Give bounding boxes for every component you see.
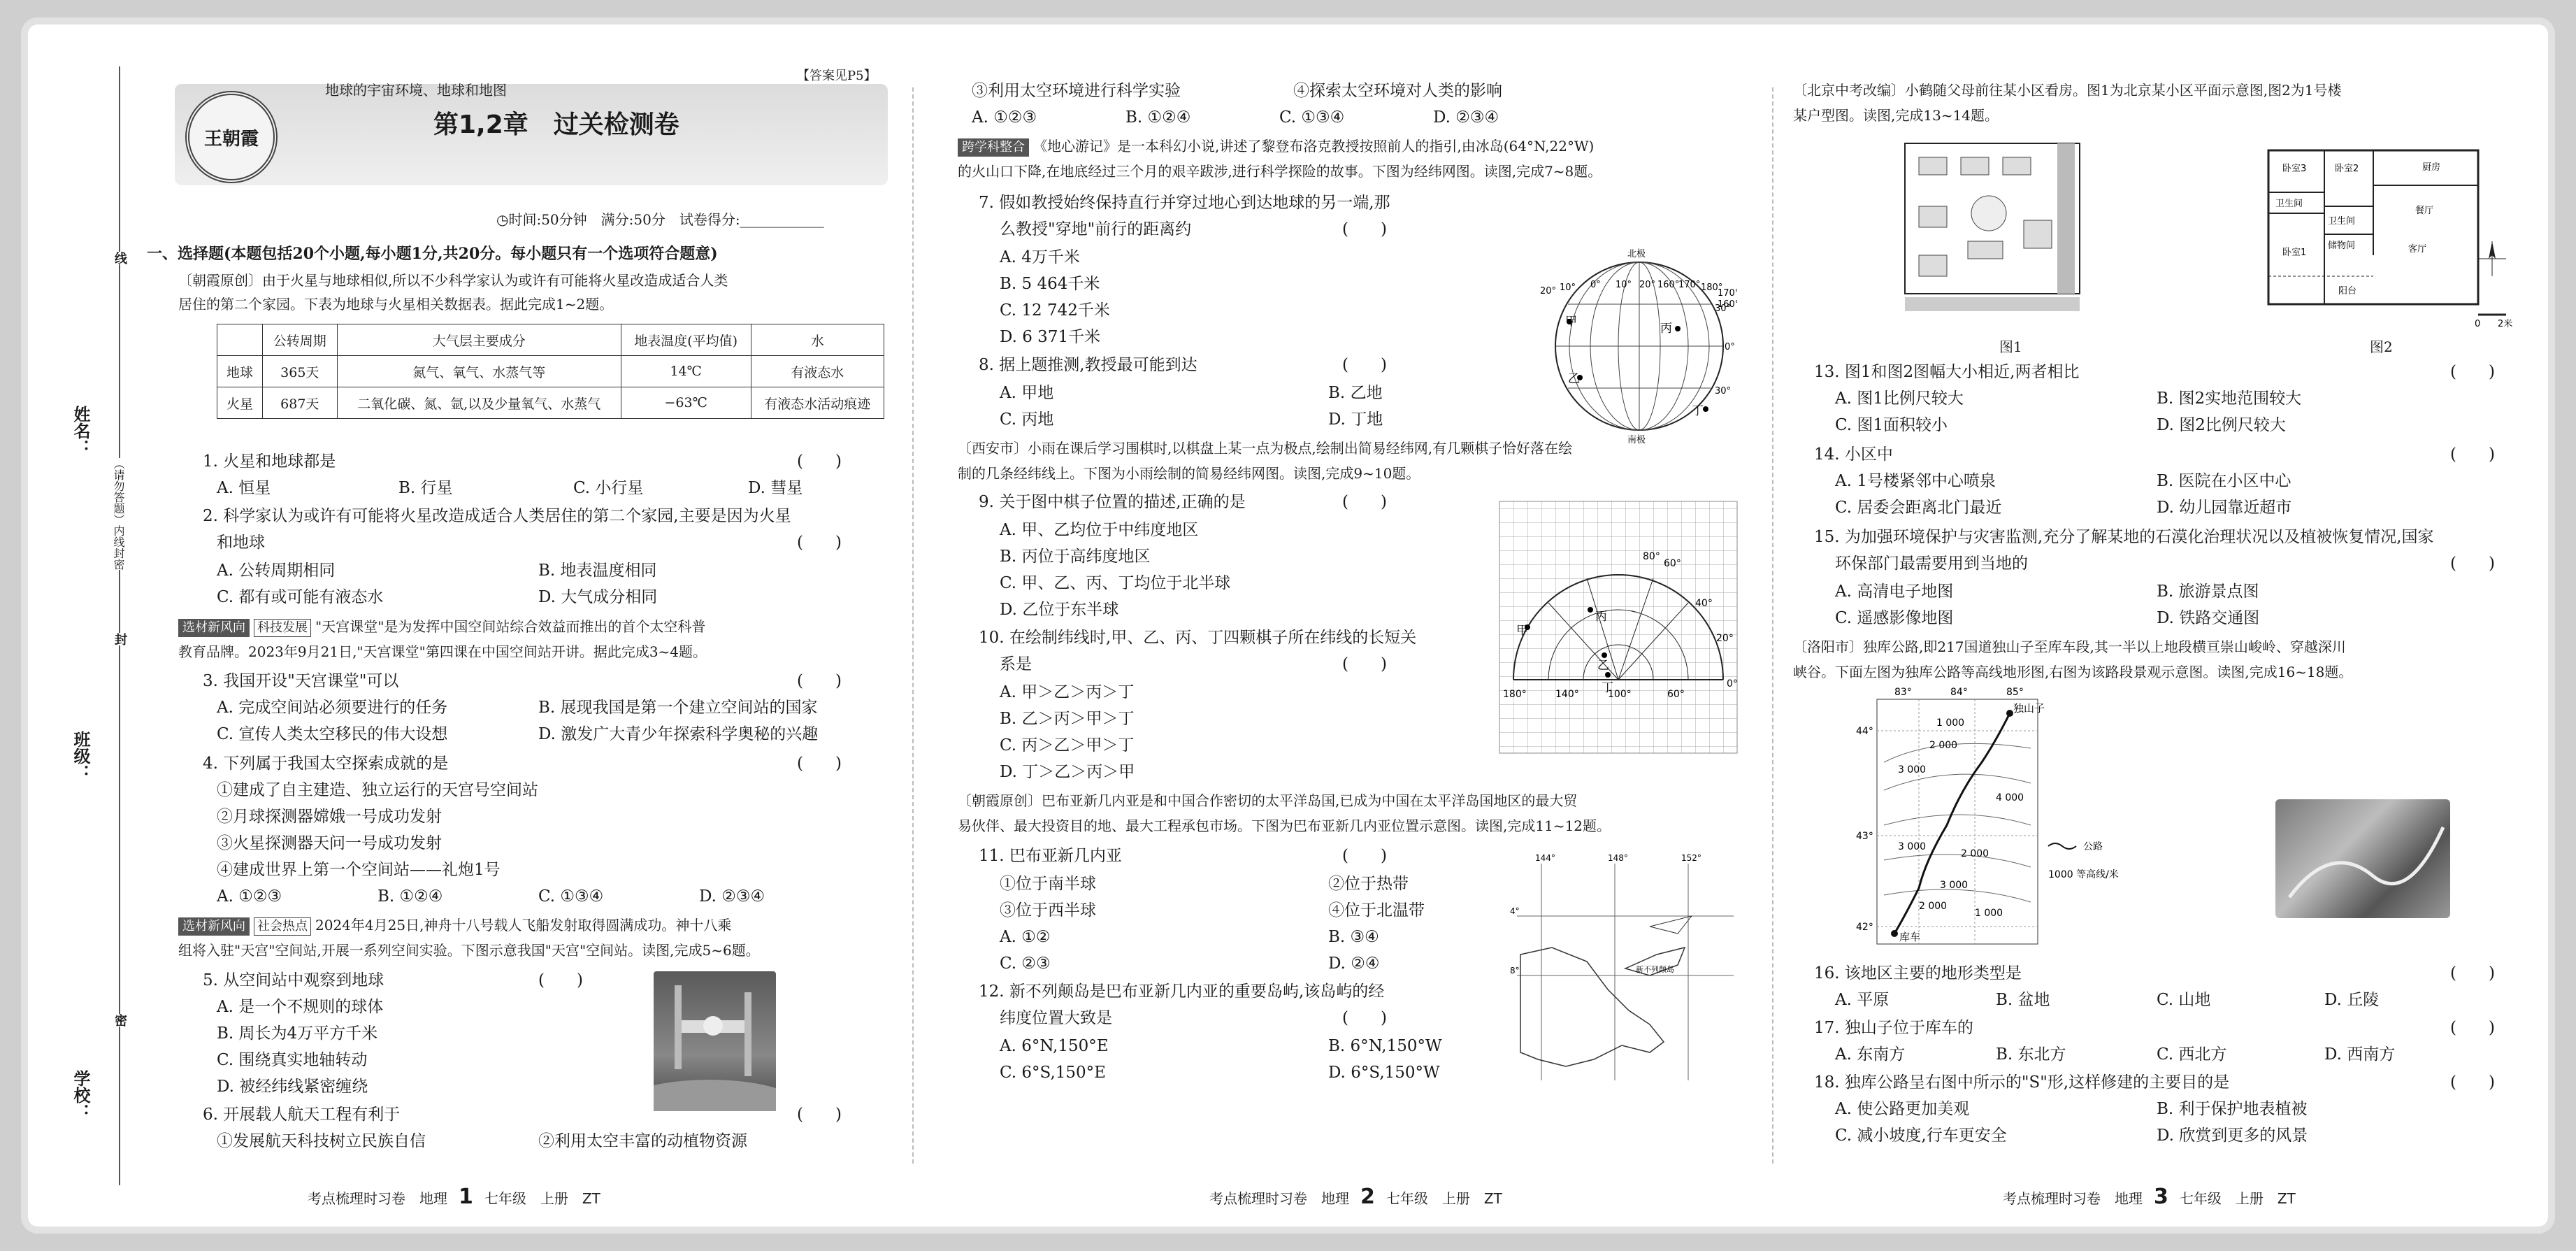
earth-mars-table: 公转周期 大气层主要成分 地表温度(平均值) 水 地球 365天 氮气、氧气、水蒸气等 14℃ 有液态水 火星 687天 二氧化碳、氮、氩,以及少量氧气、水蒸气 −63℃ 有液态水活动痕迹 xyxy=(217,324,884,419)
room-label: 餐厅 xyxy=(2415,206,2434,216)
answer-bracket[interactable]: ( ) xyxy=(538,971,583,989)
option[interactable]: D. 西南方 xyxy=(2324,1045,2396,1064)
intro-text: 〔朝霞原创〕由于火星与地球相似,所以不少科学家认为或许有可能将火星改造成适合人类 xyxy=(178,272,728,289)
question-3: 3. 我国开设"天宫课堂"可以 xyxy=(203,672,399,690)
contour-label: 2 000 xyxy=(1929,740,1958,751)
globe-label: 20° xyxy=(1639,280,1656,290)
graticule-label: 40° xyxy=(1695,598,1713,609)
answer-bracket[interactable]: ( ) xyxy=(1342,356,1387,374)
globe-label: 180° xyxy=(1701,283,1723,293)
option[interactable]: B. ③④ xyxy=(1328,928,1379,946)
contour-label: 2 000 xyxy=(1919,901,1948,912)
option[interactable]: A. 甲地 xyxy=(1000,384,1054,402)
statement: ③火星探测器天问一号成功发射 xyxy=(217,834,442,852)
option[interactable]: D. 6 371千米 xyxy=(1000,328,1101,346)
option[interactable]: C. 甲、乙、丙、丁均位于北半球 xyxy=(1000,574,1231,592)
option[interactable]: C. 都有或可能有液态水 xyxy=(217,588,384,606)
question-12-cont: 纬度位置大致是 xyxy=(1000,1009,1112,1027)
graticule-point: 甲 xyxy=(1516,624,1528,638)
question-12: 12. 新不列颠岛是巴布亚新几内亚的重要岛屿,该岛屿的经 xyxy=(979,982,1385,1001)
option[interactable]: A. 使公路更加美观 xyxy=(1835,1100,1970,1118)
brand-logo: 王朝霞 xyxy=(185,91,278,183)
intro-text: 选材新风向 社会热点 2024年4月25日,神舟十八号载人飞船发射取得圆满成功。神十八乘 xyxy=(178,914,731,936)
answer-ref: 【答案见P5】 xyxy=(797,69,877,83)
statement: ③位于西半球 xyxy=(1000,901,1096,920)
statement: ①发展航天科技树立民族自信 xyxy=(217,1132,426,1150)
room-label: 储物间 xyxy=(2328,241,2356,251)
contour-label: 3 000 xyxy=(1898,841,1927,852)
option[interactable]: A. 甲、乙均位于中纬度地区 xyxy=(1000,521,1199,539)
intro-text: 〔西安市〕小雨在课后学习围棋时,以棋盘上某一点为极点,绘制出简易经纬网,有几颗棋子恰好落在绘 xyxy=(958,440,1573,457)
question-7: 7. 假如教授始终保持直行并穿过地心到达地球的另一端,那 xyxy=(979,194,1390,212)
graticule-point: 乙 xyxy=(1597,659,1609,673)
option[interactable]: A. 1号楼紧邻中心喷泉 xyxy=(1835,472,1996,490)
page-3 xyxy=(1793,24,2527,1227)
map-label: 43° xyxy=(1856,831,1873,842)
option[interactable]: C. 图1面积较小 xyxy=(1835,416,1948,434)
road-landscape-photo xyxy=(2275,799,2450,918)
contour-label: 3 000 xyxy=(1940,880,1969,891)
question-10-cont: 系是 xyxy=(1000,655,1032,673)
globe-label: 10° xyxy=(1616,280,1632,290)
map-label: 44° xyxy=(1856,726,1873,737)
answer-bracket[interactable]: ( ) xyxy=(797,452,842,471)
neighborhood-plan-map xyxy=(1898,136,2094,332)
answer-bracket[interactable]: ( ) xyxy=(2450,964,2495,982)
graticule-label: 180° xyxy=(1503,689,1527,700)
option[interactable]: C. ②③ xyxy=(1000,955,1051,973)
option[interactable]: A. ①② xyxy=(1000,928,1051,946)
question-2-cont: 和地球 xyxy=(217,534,265,552)
option[interactable]: D. 丁＞乙＞丙＞甲 xyxy=(1000,763,1135,781)
intro-text: 选材新风向 科技发展 "天宫课堂"是为发挥中国空间站综合效益而推出的首个太空科普 xyxy=(178,615,705,638)
intro-text: 教育品牌。2023年9月21日,"天宫课堂"第四课在中国空间站开讲。据此完成3~4题。 xyxy=(178,643,707,660)
option[interactable]: C. 6°S,150°E xyxy=(1000,1064,1106,1082)
figure-caption: 图1 xyxy=(1999,338,2022,355)
option[interactable]: D. ②③④ xyxy=(1433,108,1499,127)
question-9: 9. 关于图中棋子位置的描述,正确的是 xyxy=(979,493,1246,511)
option[interactable]: C. ①③④ xyxy=(538,887,604,906)
option[interactable]: B. 东北方 xyxy=(1996,1045,2066,1064)
question-2: 2. 科学家认为或许有可能将火星改造成适合人类居住的第二个家园,主要是因为火星 xyxy=(203,507,791,525)
no-answer-note: （请勿答题）内线封密 xyxy=(112,458,125,570)
globe-point: 乙 xyxy=(1568,372,1580,386)
statement: ③利用太空环境进行科学实验 xyxy=(972,82,1181,100)
graticule-point: 丁 xyxy=(1602,681,1613,695)
option[interactable]: D. 铁路交通图 xyxy=(2157,609,2260,627)
option[interactable]: B. 5 464千米 xyxy=(1000,275,1100,293)
question-8: 8. 据上题推测,教授最可能到达 xyxy=(979,356,1197,374)
option[interactable]: C. 丙地 xyxy=(1000,410,1054,429)
option[interactable]: D. 幼儿园靠近超市 xyxy=(2157,499,2292,517)
room-label: 卫生间 xyxy=(2328,216,2356,227)
statement: ②月球探测器嫦娥一号成功发射 xyxy=(217,808,442,826)
question-15: 15. 为加强环境保护与灾害监测,充分了解某地的石漠化治理状况以及植被恢复情况,国家 xyxy=(1814,528,2434,546)
question-16: 16. 该地区主要的地形类型是 xyxy=(1814,964,2022,982)
globe-label: 南极 xyxy=(1627,435,1646,444)
footer: 考点梳理时习卷 地理 3 七年级 上册 ZT xyxy=(2003,1185,2296,1209)
option[interactable]: D. 欣赏到更多的风景 xyxy=(2157,1127,2308,1145)
answer-bracket[interactable]: ( ) xyxy=(2450,363,2495,381)
map-label: 独山子 xyxy=(2013,702,2045,715)
section-heading: 一、选择题(本题包括20个小题,每小题1分,共20分。每小题只有一个选项符合题意) xyxy=(147,245,718,263)
school-label: 学校： xyxy=(71,1070,90,1120)
globe-point: 甲 xyxy=(1565,315,1577,329)
globe-label: 170 xyxy=(1718,288,1735,299)
option[interactable]: B. 6°N,150°W xyxy=(1328,1037,1442,1055)
option[interactable]: A. 恒星 xyxy=(217,479,271,497)
class-label: 班级： xyxy=(71,731,90,781)
option[interactable]: B. 行星 xyxy=(398,479,453,497)
space-station-photo xyxy=(654,971,776,1111)
graticule-label: 60° xyxy=(1667,689,1685,700)
answer-bracket[interactable]: ( ) xyxy=(2450,1019,2495,1037)
question-7-cont: 么教授"穿地"前行的距离约 xyxy=(1000,220,1192,238)
map-label: 新不列颠岛 xyxy=(1636,965,1674,974)
graticule-label: 100° xyxy=(1608,689,1632,700)
page-title: 第1,2章 过关检测卷 xyxy=(433,110,679,139)
option[interactable]: A. 公转周期相同 xyxy=(217,562,336,580)
graticule-label: 80° xyxy=(1643,551,1660,562)
intro-text: 易伙伴、最大投资目的地、最大工程承包市场。下图为巴布亚新几内亚位置示意图。读图,完成11~12题。 xyxy=(958,817,1611,834)
intro-text: 〔北京中考改编〕小鹤随父母前往某小区看房。图1为北京某小区平面示意图,图2为1号楼 xyxy=(1793,82,2342,99)
floor-plan xyxy=(2261,136,2513,336)
answer-bracket[interactable]: ( ) xyxy=(2450,555,2495,573)
option[interactable]: C. 减小坡度,行车更安全 xyxy=(1835,1127,2007,1145)
option[interactable]: D. 丘陵 xyxy=(2324,991,2380,1009)
option[interactable]: B. 展现我国是第一个建立空间站的国家 xyxy=(538,699,818,717)
option[interactable]: A. 4万千米 xyxy=(1000,248,1080,266)
option[interactable]: D. 大气成分相同 xyxy=(538,588,658,606)
map-label: 库车 xyxy=(1899,931,1921,943)
question-10: 10. 在绘制纬线时,甲、乙、丙、丁四颗棋子所在纬线的长短关 xyxy=(979,629,1417,647)
option[interactable]: C. 西北方 xyxy=(2157,1045,2227,1064)
scale-label: 2米 xyxy=(2498,319,2513,329)
map-label: 152° xyxy=(1681,853,1701,863)
answer-bracket[interactable]: ( ) xyxy=(1342,847,1387,865)
option[interactable]: A. 完成空间站必须要进行的任务 xyxy=(217,699,448,717)
intro-text: 制的几条经纬线上。下图为小雨绘制的简易经纬网图。读图,完成9~10题。 xyxy=(958,465,1420,482)
option[interactable]: B. 周长为4万平方千米 xyxy=(217,1024,378,1043)
question-6: 6. 开展载人航天工程有利于 xyxy=(203,1106,401,1124)
room-label: 客厅 xyxy=(2408,244,2427,255)
option[interactable]: D. 被经纬线紧密缠绕 xyxy=(217,1078,368,1096)
question-14: 14. 小区中 xyxy=(1814,445,1893,464)
option[interactable]: C. 遥感影像地图 xyxy=(1835,609,1954,627)
option[interactable]: C. 居委会距离北门最近 xyxy=(1835,499,2002,517)
option[interactable]: A. 平原 xyxy=(1835,991,1890,1009)
option[interactable]: D. 6°S,150°W xyxy=(1328,1064,1440,1082)
answer-bracket[interactable]: ( ) xyxy=(1342,220,1387,238)
question-5: 5. 从空间站中观察到地球 xyxy=(203,971,384,989)
answer-bracket[interactable]: ( ) xyxy=(797,672,842,690)
scale-label: 0 xyxy=(2475,319,2481,329)
contour-label: 1 000 xyxy=(1936,717,1965,729)
option[interactable]: A. 是一个不规则的球体 xyxy=(217,998,384,1016)
question-18: 18. 独库公路呈右图中所示的"S"形,这样修建的主要目的是 xyxy=(1814,1073,2230,1092)
map-label: 148° xyxy=(1608,853,1628,863)
question-11: 11. 巴布亚新几内亚 xyxy=(979,847,1122,865)
option[interactable]: B. 图2实地范围较大 xyxy=(2157,389,2302,408)
map-label: 8° xyxy=(1510,966,1520,975)
line-mark: 线 xyxy=(110,252,129,264)
intro-text: 居住的第二个家园。下表为地球与火星相关数据表。据此完成1~2题。 xyxy=(178,296,614,313)
contour-label: 1 000 xyxy=(1975,908,2003,919)
answer-bracket[interactable]: ( ) xyxy=(797,755,842,773)
room-label: 卧室2 xyxy=(2335,164,2359,174)
map-label: 83° xyxy=(1894,687,1912,698)
option[interactable]: D. 丁地 xyxy=(1328,410,1383,429)
option[interactable]: D. 乙位于东半球 xyxy=(1000,601,1119,619)
map-label: 85° xyxy=(2006,687,2024,698)
globe-point: 丙 xyxy=(1660,322,1672,336)
globe-label: 0° xyxy=(1725,342,1735,352)
globe-label: 170° xyxy=(1678,280,1701,290)
answer-bracket[interactable]: ( ) xyxy=(1342,655,1387,673)
intro-text: 跨学科整合 《地心游记》是一本科幻小说,讲述了黎登布洛克教授按照前人的指引,由冰岛(64°N,22°W) xyxy=(958,135,1594,157)
contour-label: 2 000 xyxy=(1961,848,1989,859)
map-label: 42° xyxy=(1856,922,1873,933)
name-label: 姓名： xyxy=(71,406,90,456)
statement: ②利用太空丰富的动植物资源 xyxy=(538,1132,747,1150)
option[interactable]: B. 乙地 xyxy=(1328,384,1383,402)
option[interactable]: A. ①②③ xyxy=(217,887,282,906)
option[interactable]: C. 12 742千米 xyxy=(1000,301,1110,320)
answer-bracket[interactable]: ( ) xyxy=(2450,445,2495,464)
contour-label: 4 000 xyxy=(1996,792,2024,803)
figure-caption: 图2 xyxy=(2370,338,2393,355)
statement: ②位于热带 xyxy=(1328,875,1409,893)
statement: ①建成了自主建造、独立运行的天宫号空间站 xyxy=(217,781,538,799)
map-label: 4° xyxy=(1510,906,1520,916)
graticule-label: 0° xyxy=(1727,678,1738,689)
option[interactable]: B. 乙＞丙＞甲＞丁 xyxy=(1000,710,1135,728)
intro-text: 某户型图。读图,完成13~14题。 xyxy=(1793,107,1999,124)
room-label: 卫生间 xyxy=(2275,199,2303,209)
option[interactable]: C. ①③④ xyxy=(1279,108,1345,127)
option[interactable]: A. 高清电子地图 xyxy=(1835,582,1954,601)
intro-text: 〔洛阳市〕独库公路,即217国道独山子至库车段,其一半以上地段横亘崇山峻岭、穿越深川 xyxy=(1793,638,2346,655)
globe-label: 30° xyxy=(1715,303,1732,314)
option[interactable]: D. 图2比例尺较大 xyxy=(2157,416,2286,434)
seal-mark-2: 封 xyxy=(110,633,129,645)
option[interactable]: B. 地表温度相同 xyxy=(538,562,657,580)
option[interactable]: D. ②③④ xyxy=(699,887,765,906)
page-1 xyxy=(147,24,888,1227)
statement: ④探索太空环境对人类的影响 xyxy=(1293,82,1502,100)
option[interactable]: C. 丙＞乙＞甲＞丁 xyxy=(1000,736,1135,755)
png-location-map xyxy=(1510,850,1741,1087)
exam-meta: ◷时间:50分钟 满分:50分 试卷得分:____________ xyxy=(496,211,824,228)
statement: ①位于南半球 xyxy=(1000,875,1096,893)
option[interactable]: B. 盆地 xyxy=(1996,991,2050,1009)
footer: 考点梳理时习卷 地理 2 七年级 上册 ZT xyxy=(1209,1185,1502,1209)
globe-graticule xyxy=(1534,234,1737,444)
intro-text: 峡谷。下面左图为独库公路等高线地形图,右图为该路段景观示意图。读图,完成16~18题。 xyxy=(1793,664,2353,680)
option[interactable]: A. ①②③ xyxy=(972,108,1037,127)
intro-text: 〔朝霞原创〕巴布亚新几内亚是和中国合作密切的太平洋岛国,已成为中国在太平洋岛国地区的最大贸 xyxy=(958,792,1578,809)
answer-bracket[interactable]: ( ) xyxy=(2450,1073,2495,1092)
room-label: 卧室3 xyxy=(2282,164,2307,174)
option[interactable]: D. 激发广大青少年探索科学奥秘的兴趣 xyxy=(538,725,819,743)
map-label: 144° xyxy=(1535,853,1555,863)
seal-mark: 密 xyxy=(110,1014,129,1027)
globe-label: 10° xyxy=(1560,283,1576,293)
option[interactable]: B. 利于保护地表植被 xyxy=(2157,1100,2308,1118)
globe-point: 丁 xyxy=(1692,404,1704,418)
globe-label: 北极 xyxy=(1627,249,1646,259)
map-label: 84° xyxy=(1950,687,1968,698)
globe-label: 0° xyxy=(1590,280,1601,290)
intro-text: 的火山口下降,在地底经过三个月的艰辛跋涉,进行科学探险的故事。下图为经纬网图。读图,完成7~8题。 xyxy=(958,163,1602,180)
question-17: 17. 独山子位于库车的 xyxy=(1814,1019,1973,1037)
page-2 xyxy=(958,24,1758,1227)
graticule-label: 140° xyxy=(1555,689,1579,700)
answer-bracket[interactable]: ( ) xyxy=(797,534,842,552)
option[interactable]: A. 6°N,150°E xyxy=(1000,1037,1109,1055)
question-15-cont: 环保部门最需要用到当地的 xyxy=(1835,555,2028,573)
option[interactable]: B. 旅游景点图 xyxy=(2157,582,2259,601)
question-13: 13. 图1和图2图幅大小相近,两者相比 xyxy=(1814,363,2080,381)
globe-label: 160° xyxy=(1657,280,1680,290)
option[interactable]: A. 东南方 xyxy=(1835,1045,1906,1064)
room-label: 卧室1 xyxy=(2282,248,2307,258)
globe-label: 160 xyxy=(1718,299,1735,310)
contour-map xyxy=(1856,685,2150,955)
column-separator xyxy=(1772,87,1773,1164)
option[interactable]: A. 图1比例尺较大 xyxy=(1835,389,1964,408)
legend-label: 公路 xyxy=(2083,841,2103,852)
option[interactable]: B. ①②④ xyxy=(377,887,443,906)
statement: ④建成世界上第一个空间站——礼炮1号 xyxy=(217,861,501,879)
option[interactable]: D. ②④ xyxy=(1328,955,1380,973)
option[interactable]: B. ①②④ xyxy=(1125,108,1191,127)
answer-bracket[interactable]: ( ) xyxy=(1342,493,1387,511)
option[interactable]: A. 甲＞乙＞丙＞丁 xyxy=(1000,683,1135,701)
room-label: 阳台 xyxy=(2338,286,2357,296)
question-1: 1. 火星和地球都是 xyxy=(203,452,336,471)
globe-label: 30° xyxy=(1715,386,1732,396)
footer: 考点梳理时习卷 地理 1 七年级 上册 ZT xyxy=(308,1185,600,1209)
option[interactable]: B. 丙位于高纬度地区 xyxy=(1000,548,1151,566)
question-4: 4. 下列属于我国太空探索成就的是 xyxy=(203,755,449,773)
option[interactable]: D. 彗星 xyxy=(748,479,803,497)
exam-sheet xyxy=(28,24,2548,1227)
option[interactable]: B. 医院在小区中心 xyxy=(2157,472,2291,490)
room-label: 厨房 xyxy=(2422,162,2441,173)
chapter-subtitle: 地球的宇宙环境、地球和地图 xyxy=(325,82,507,99)
answer-bracket[interactable]: ( ) xyxy=(1342,1009,1387,1027)
contour-label: 3 000 xyxy=(1898,764,1927,775)
answer-bracket[interactable]: ( ) xyxy=(797,1106,842,1124)
option[interactable]: C. 小行星 xyxy=(573,479,644,497)
go-board-graticule xyxy=(1485,494,1744,760)
column-separator xyxy=(912,87,914,1164)
graticule-label: 60° xyxy=(1664,558,1681,569)
globe-label: 20° xyxy=(1540,286,1557,296)
graticule-point: 丙 xyxy=(1595,610,1607,624)
graticule-label: 20° xyxy=(1716,633,1734,644)
legend-label: 1000 等高线/米 xyxy=(2048,869,2119,880)
statement: ④位于北温带 xyxy=(1328,901,1425,920)
option[interactable]: C. 山地 xyxy=(2157,991,2211,1009)
intro-text: 组将入驻"天宫"空间站,开展一系列空间实验。下图示意我国"天宫"空间站。读图,完成5~6题。 xyxy=(178,942,760,959)
option[interactable]: C. 宣传人类太空移民的伟大设想 xyxy=(217,725,448,743)
option[interactable]: C. 围绕真实地轴转动 xyxy=(217,1051,368,1069)
